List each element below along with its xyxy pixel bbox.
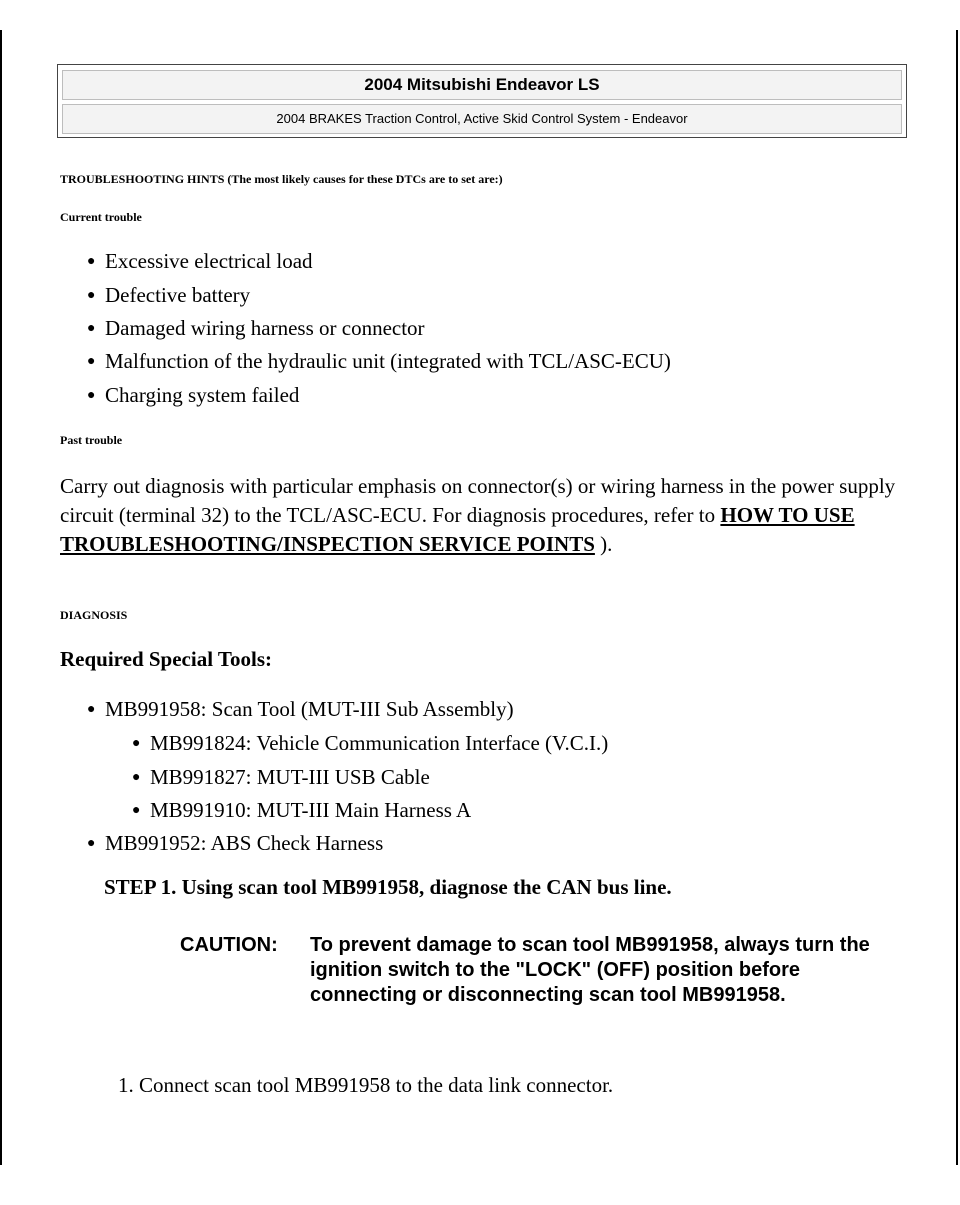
required-tools-list-2 [87, 831, 384, 867]
list-item: ● MB991952: ABS Check Harness [87, 831, 384, 855]
past-trouble-paragraph: Carry out diagnosis with particular emphasis on connector(s) or wiring harness in the power supply circuit (terminal 32) to the TCL/ASC-ECU. For diagnosis procedures, refer to HOW TO USE TROUBLESHOOTING/INSPECTION SERVICE POINTS ). [60, 474, 896, 556]
diagnosis-heading: DIAGNOSIS [60, 608, 128, 622]
list-item: ● Malfunction of the hydraulic unit (integrated with TCL/ASC-ECU) [87, 349, 671, 373]
current-trouble-list [87, 249, 671, 418]
bullet-icon: ● [87, 288, 96, 303]
list-item: ● MB991824: Vehicle Communication Interface (V.C.I.) [132, 731, 609, 755]
header-subtitle: 2004 BRAKES Traction Control, Active Skid Control System - Endeavor [62, 104, 902, 134]
bullet-icon: ● [87, 321, 96, 336]
current-trouble-heading: Current trouble [60, 210, 142, 224]
required-subtools-list [132, 731, 609, 833]
page-left-border [0, 30, 2, 1165]
list-item: ● Excessive electrical load [87, 249, 313, 273]
bullet-icon: ● [87, 388, 96, 403]
step-1-title: STEP 1. Using scan tool MB991958, diagnose the CAN bus line. [104, 875, 672, 899]
page-right-border [956, 30, 958, 1165]
bullet-icon: ● [87, 702, 96, 717]
instruction-text: Connect scan tool MB991958 to the data link connector. [139, 1073, 614, 1097]
troubleshooting-hints-heading: TROUBLESHOOTING HINTS (The most likely causes for these DTCs are to set are:) [60, 172, 503, 186]
list-item: ● Defective battery [87, 283, 251, 307]
bullet-icon: ● [132, 803, 141, 818]
past-trouble-heading: Past trouble [60, 433, 123, 447]
list-item: ● MB991827: MUT-III USB Cable [132, 765, 430, 789]
bullet-icon: ● [132, 736, 141, 751]
bullet-icon: ● [87, 254, 96, 269]
step-1-instruction [118, 1073, 613, 1098]
header-title: 2004 Mitsubishi Endeavor LS [62, 70, 902, 100]
list-item: ● MB991910: MUT-III Main Harness A [132, 798, 472, 822]
bullet-icon: ● [87, 836, 96, 851]
caution-text: To prevent damage to scan tool MB991958, always turn the ignition switch to the "LOCK" (OFF) position before connecting or disconnecting scan tool MB991958. [310, 934, 870, 1006]
required-tools-heading: Required Special Tools: [60, 647, 272, 671]
list-item: ● Charging system failed [87, 383, 300, 407]
required-tools-list [87, 697, 514, 733]
bullet-icon: ● [87, 354, 96, 369]
bullet-icon: ● [132, 770, 141, 785]
list-item: ● MB991958: Scan Tool (MUT-III Sub Assembly) [87, 697, 514, 721]
troubleshooting-service-points-link[interactable]: HOW TO USE TROUBLESHOOTING/INSPECTION SERVICE POINTS [60, 503, 855, 556]
caution-label: CAUTION: [180, 934, 278, 956]
instruction-number: 1. [118, 1073, 134, 1097]
document-header [57, 64, 907, 138]
list-item: ● Damaged wiring harness or connector [87, 316, 425, 340]
